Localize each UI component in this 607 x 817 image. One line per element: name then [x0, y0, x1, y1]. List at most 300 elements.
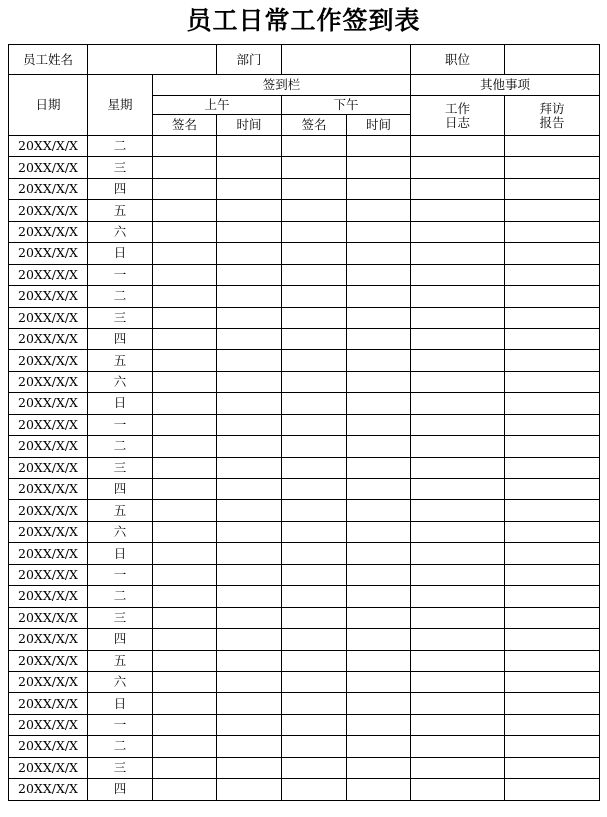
afternoon-sign-cell[interactable] — [282, 500, 347, 521]
morning-sign-cell[interactable] — [153, 757, 217, 778]
afternoon-sign-cell[interactable] — [282, 650, 347, 671]
afternoon-sign-cell[interactable] — [282, 371, 347, 392]
visit-report-cell[interactable] — [505, 714, 600, 735]
visit-report-cell[interactable] — [505, 414, 600, 435]
afternoon-sign-cell[interactable] — [282, 457, 347, 478]
afternoon-time-cell[interactable] — [347, 414, 411, 435]
date-cell: 20XX/X/X — [9, 328, 88, 349]
afternoon-sign-cell[interactable] — [282, 414, 347, 435]
weekday-cell: 一 — [88, 564, 153, 585]
afternoon-time-cell[interactable] — [347, 543, 411, 564]
afternoon-sign-cell[interactable] — [282, 200, 347, 221]
afternoon-sign-cell[interactable] — [282, 286, 347, 307]
visit-report-cell[interactable] — [505, 328, 600, 349]
afternoon-sign-cell[interactable] — [282, 479, 347, 500]
afternoon-sign-cell[interactable] — [282, 586, 347, 607]
morning-time-cell[interactable] — [217, 500, 282, 521]
signin-table — [8, 44, 600, 801]
work-log-cell[interactable] — [411, 629, 505, 650]
work-log-cell[interactable] — [411, 650, 505, 671]
afternoon-time-cell[interactable] — [347, 671, 411, 692]
afternoon-time-cell[interactable] — [347, 564, 411, 585]
morning-sign-cell[interactable] — [153, 328, 217, 349]
date-cell: 20XX/X/X — [9, 586, 88, 607]
afternoon-sign-cell[interactable] — [282, 779, 347, 800]
morning-sign-cell[interactable] — [153, 243, 217, 264]
morning-sign-cell[interactable] — [153, 714, 217, 735]
date-cell: 20XX/X/X — [9, 779, 88, 800]
table-row — [9, 307, 600, 328]
afternoon-sign-cell[interactable] — [282, 757, 347, 778]
work-log-line1: 工作 — [444, 100, 470, 116]
date-cell: 20XX/X/X — [9, 693, 88, 714]
afternoon-sign-cell[interactable] — [282, 307, 347, 328]
weekday-cell: 日 — [88, 393, 153, 414]
afternoon-sign-cell[interactable] — [282, 350, 347, 371]
visit-report-line1: 拜访 — [539, 100, 565, 116]
morning-sign-cell[interactable] — [153, 650, 217, 671]
employee-info-row — [9, 45, 600, 75]
morning-time-cell[interactable] — [217, 457, 282, 478]
visit-report-cell[interactable] — [505, 629, 600, 650]
table-row — [9, 757, 600, 778]
date-cell: 20XX/X/X — [9, 393, 88, 414]
afternoon-time-cell[interactable] — [347, 479, 411, 500]
department-field[interactable] — [282, 45, 411, 75]
afternoon-sign-cell[interactable] — [282, 736, 347, 757]
weekday-cell: 四 — [88, 629, 153, 650]
morning-time-cell[interactable] — [217, 479, 282, 500]
weekday-cell: 三 — [88, 307, 153, 328]
table-row — [9, 650, 600, 671]
morning-time-cell[interactable] — [217, 586, 282, 607]
table-row — [9, 371, 600, 392]
morning-sign-cell[interactable] — [153, 586, 217, 607]
afternoon-sign-cell[interactable] — [282, 328, 347, 349]
work-log-cell[interactable] — [411, 671, 505, 692]
table-row — [9, 693, 600, 714]
afternoon-sign-cell[interactable] — [282, 714, 347, 735]
morning-sign-cell[interactable] — [153, 436, 217, 457]
afternoon-time-cell[interactable] — [347, 779, 411, 800]
table-row — [9, 243, 600, 264]
work-log-cell[interactable] — [411, 736, 505, 757]
weekday-cell: 二 — [88, 736, 153, 757]
afternoon-time-cell[interactable] — [347, 264, 411, 285]
morning-sign-cell[interactable] — [153, 371, 217, 392]
weekday-cell: 一 — [88, 264, 153, 285]
weekday-cell: 三 — [88, 457, 153, 478]
weekday-cell: 五 — [88, 350, 153, 371]
afternoon-time-cell[interactable] — [347, 607, 411, 628]
table-row — [9, 671, 600, 692]
morning-sign-cell[interactable] — [153, 414, 217, 435]
morning-time-cell[interactable] — [217, 307, 282, 328]
weekday-cell: 二 — [88, 436, 153, 457]
work-log-cell[interactable] — [411, 714, 505, 735]
afternoon-sign-cell[interactable] — [282, 178, 347, 199]
afternoon-time-cell[interactable] — [347, 371, 411, 392]
date-cell: 20XX/X/X — [9, 607, 88, 628]
weekday-cell: 三 — [88, 607, 153, 628]
morning-time-cell[interactable] — [217, 178, 282, 199]
weekday-cell: 日 — [88, 243, 153, 264]
visit-report-cell[interactable] — [505, 586, 600, 607]
date-cell: 20XX/X/X — [9, 650, 88, 671]
work-log-cell[interactable] — [411, 307, 505, 328]
afternoon-time-cell[interactable] — [347, 286, 411, 307]
work-log-cell[interactable] — [411, 457, 505, 478]
weekday-cell: 四 — [88, 779, 153, 800]
date-cell: 20XX/X/X — [9, 178, 88, 199]
table-row — [9, 436, 600, 457]
afternoon-sign-cell[interactable] — [282, 543, 347, 564]
morning-sign-cell[interactable] — [153, 629, 217, 650]
table-row — [9, 200, 600, 221]
work-log-cell[interactable] — [411, 607, 505, 628]
afternoon-time-cell[interactable] — [347, 521, 411, 542]
table-row — [9, 607, 600, 628]
morning-sign-cell[interactable] — [153, 479, 217, 500]
weekday-cell: 三 — [88, 757, 153, 778]
signin-section-header: 签到栏 — [153, 75, 411, 96]
work-log-cell[interactable] — [411, 693, 505, 714]
date-cell: 20XX/X/X — [9, 371, 88, 392]
work-log-cell[interactable] — [411, 521, 505, 542]
date-cell: 20XX/X/X — [9, 757, 88, 778]
table-row — [9, 393, 600, 414]
morning-time-cell[interactable] — [217, 393, 282, 414]
morning-sign-cell[interactable] — [153, 178, 217, 199]
afternoon-time-cell[interactable] — [347, 586, 411, 607]
table-row — [9, 543, 600, 564]
afternoon-time-cell[interactable] — [347, 328, 411, 349]
table-row — [9, 714, 600, 735]
visit-report-line2: 报告 — [539, 114, 565, 130]
date-cell: 20XX/X/X — [9, 500, 88, 521]
afternoon-sign-cell[interactable] — [282, 629, 347, 650]
weekday-cell: 五 — [88, 650, 153, 671]
afternoon-sign-cell[interactable] — [282, 436, 347, 457]
date-cell: 20XX/X/X — [9, 521, 88, 542]
visit-report-cell[interactable] — [505, 178, 600, 199]
morning-sign-cell[interactable] — [153, 286, 217, 307]
table-row — [9, 586, 600, 607]
date-cell: 20XX/X/X — [9, 243, 88, 264]
table-row — [9, 736, 600, 757]
afternoon-sign-cell[interactable] — [282, 157, 347, 178]
date-cell: 20XX/X/X — [9, 714, 88, 735]
weekday-cell: 四 — [88, 328, 153, 349]
afternoon-sign-cell[interactable] — [282, 393, 347, 414]
name-field[interactable] — [88, 45, 217, 75]
weekday-cell: 一 — [88, 714, 153, 735]
morning-time-header: 时间 — [217, 115, 282, 136]
morning-sign-header: 签名 — [153, 115, 217, 136]
table-row — [9, 457, 600, 478]
morning-time-cell[interactable] — [217, 521, 282, 542]
table-row — [9, 221, 600, 242]
morning-time-cell[interactable] — [217, 629, 282, 650]
work-log-cell[interactable] — [411, 543, 505, 564]
table-row — [9, 500, 600, 521]
work-log-cell[interactable] — [411, 221, 505, 242]
visit-report-cell[interactable] — [505, 436, 600, 457]
date-cell: 20XX/X/X — [9, 671, 88, 692]
morning-time-cell[interactable] — [217, 693, 282, 714]
table-row — [9, 629, 600, 650]
afternoon-time-cell[interactable] — [347, 693, 411, 714]
afternoon-time-header: 时间 — [347, 115, 411, 136]
visit-report-cell[interactable] — [505, 243, 600, 264]
table-row — [9, 286, 600, 307]
morning-sign-cell[interactable] — [153, 736, 217, 757]
afternoon-sign-cell[interactable] — [282, 136, 347, 157]
morning-time-cell[interactable] — [217, 736, 282, 757]
morning-time-cell[interactable] — [217, 650, 282, 671]
weekday-cell: 五 — [88, 200, 153, 221]
work-log-cell[interactable] — [411, 479, 505, 500]
visit-report-cell[interactable] — [505, 393, 600, 414]
work-log-cell[interactable] — [411, 564, 505, 585]
date-cell: 20XX/X/X — [9, 350, 88, 371]
afternoon-time-cell[interactable] — [347, 243, 411, 264]
afternoon-time-cell[interactable] — [347, 200, 411, 221]
morning-time-cell[interactable] — [217, 264, 282, 285]
date-cell: 20XX/X/X — [9, 479, 88, 500]
visit-report-cell[interactable] — [505, 264, 600, 285]
visit-report-cell[interactable] — [505, 350, 600, 371]
afternoon-sign-cell[interactable] — [282, 693, 347, 714]
date-cell: 20XX/X/X — [9, 307, 88, 328]
date-cell: 20XX/X/X — [9, 629, 88, 650]
morning-time-cell[interactable] — [217, 414, 282, 435]
table-row — [9, 779, 600, 800]
visit-report-cell[interactable] — [505, 157, 600, 178]
table-row — [9, 178, 600, 199]
afternoon-time-cell[interactable] — [347, 757, 411, 778]
afternoon-time-cell[interactable] — [347, 629, 411, 650]
visit-report-cell[interactable] — [505, 564, 600, 585]
weekday-cell: 三 — [88, 157, 153, 178]
work-log-cell[interactable] — [411, 586, 505, 607]
table-row — [9, 136, 600, 157]
name-label: 员工姓名 — [9, 45, 88, 75]
afternoon-sign-cell[interactable] — [282, 564, 347, 585]
work-log-cell[interactable] — [411, 500, 505, 521]
work-log-cell[interactable] — [411, 393, 505, 414]
date-cell: 20XX/X/X — [9, 736, 88, 757]
morning-sign-cell[interactable] — [153, 136, 217, 157]
morning-time-cell[interactable] — [217, 243, 282, 264]
morning-time-cell[interactable] — [217, 286, 282, 307]
morning-sign-cell[interactable] — [153, 157, 217, 178]
visit-report-cell[interactable] — [505, 779, 600, 800]
header-row-1 — [9, 75, 600, 96]
visit-report-cell[interactable] — [505, 479, 600, 500]
date-cell: 20XX/X/X — [9, 136, 88, 157]
weekday-cell: 四 — [88, 178, 153, 199]
weekday-cell: 四 — [88, 479, 153, 500]
visit-report-cell[interactable] — [505, 286, 600, 307]
work-log-cell[interactable] — [411, 136, 505, 157]
visit-report-cell[interactable] — [505, 521, 600, 542]
afternoon-header: 下午 — [282, 96, 411, 115]
morning-time-cell[interactable] — [217, 757, 282, 778]
table-row — [9, 350, 600, 371]
work-log-cell[interactable] — [411, 200, 505, 221]
date-cell: 20XX/X/X — [9, 286, 88, 307]
table-row — [9, 414, 600, 435]
visit-report-cell[interactable] — [505, 671, 600, 692]
afternoon-time-cell[interactable] — [347, 736, 411, 757]
position-field[interactable] — [505, 45, 600, 75]
table-row — [9, 157, 600, 178]
work-log-cell[interactable] — [411, 178, 505, 199]
visit-report-cell[interactable] — [505, 736, 600, 757]
date-cell: 20XX/X/X — [9, 264, 88, 285]
afternoon-time-cell[interactable] — [347, 393, 411, 414]
morning-time-cell[interactable] — [217, 200, 282, 221]
morning-time-cell[interactable] — [217, 779, 282, 800]
weekday-cell: 二 — [88, 286, 153, 307]
page-title: 员工日常工作签到表 — [186, 6, 421, 35]
visit-report-cell[interactable] — [505, 200, 600, 221]
afternoon-sign-cell[interactable] — [282, 671, 347, 692]
work-log-cell[interactable] — [411, 414, 505, 435]
morning-sign-cell[interactable] — [153, 521, 217, 542]
morning-time-cell[interactable] — [217, 671, 282, 692]
visit-report-cell[interactable] — [505, 693, 600, 714]
date-header: 日期 — [9, 75, 88, 136]
work-log-cell[interactable] — [411, 328, 505, 349]
table-row — [9, 521, 600, 542]
weekday-cell: 六 — [88, 521, 153, 542]
date-cell: 20XX/X/X — [9, 543, 88, 564]
visit-report-cell[interactable] — [505, 136, 600, 157]
morning-sign-cell[interactable] — [153, 221, 217, 242]
date-cell: 20XX/X/X — [9, 157, 88, 178]
morning-time-cell[interactable] — [217, 350, 282, 371]
table-row — [9, 264, 600, 285]
morning-sign-cell[interactable] — [153, 200, 217, 221]
date-cell: 20XX/X/X — [9, 436, 88, 457]
weekday-cell: 日 — [88, 543, 153, 564]
afternoon-time-cell[interactable] — [347, 221, 411, 242]
morning-time-cell[interactable] — [217, 607, 282, 628]
work-log-cell[interactable] — [411, 757, 505, 778]
visit-report-cell[interactable] — [505, 500, 600, 521]
work-log-cell[interactable] — [411, 264, 505, 285]
table-row — [9, 564, 600, 585]
table-row — [9, 328, 600, 349]
afternoon-sign-header: 签名 — [282, 115, 347, 136]
afternoon-time-cell[interactable] — [347, 714, 411, 735]
afternoon-time-cell[interactable] — [347, 650, 411, 671]
morning-time-cell[interactable] — [217, 136, 282, 157]
afternoon-time-cell[interactable] — [347, 136, 411, 157]
position-label: 职位 — [411, 45, 505, 75]
morning-sign-cell[interactable] — [153, 671, 217, 692]
morning-time-cell[interactable] — [217, 714, 282, 735]
morning-time-cell[interactable] — [217, 543, 282, 564]
morning-time-cell[interactable] — [217, 564, 282, 585]
table-row — [9, 479, 600, 500]
work-log-cell[interactable] — [411, 350, 505, 371]
morning-time-cell[interactable] — [217, 371, 282, 392]
morning-sign-cell[interactable] — [153, 350, 217, 371]
morning-sign-cell[interactable] — [153, 307, 217, 328]
visit-report-cell[interactable] — [505, 221, 600, 242]
department-label: 部门 — [217, 45, 282, 75]
weekday-cell: 日 — [88, 693, 153, 714]
afternoon-sign-cell[interactable] — [282, 521, 347, 542]
work-log-cell[interactable] — [411, 436, 505, 457]
morning-sign-cell[interactable] — [153, 264, 217, 285]
afternoon-time-cell[interactable] — [347, 457, 411, 478]
afternoon-time-cell[interactable] — [347, 350, 411, 371]
morning-sign-cell[interactable] — [153, 564, 217, 585]
weekday-cell: 六 — [88, 221, 153, 242]
afternoon-sign-cell[interactable] — [282, 607, 347, 628]
date-cell: 20XX/X/X — [9, 221, 88, 242]
weekday-header: 星期 — [88, 75, 153, 136]
morning-sign-cell[interactable] — [153, 393, 217, 414]
afternoon-sign-cell[interactable] — [282, 221, 347, 242]
afternoon-sign-cell[interactable] — [282, 243, 347, 264]
visit-report-header — [505, 96, 600, 136]
visit-report-cell[interactable] — [505, 543, 600, 564]
afternoon-time-cell[interactable] — [347, 307, 411, 328]
date-cell: 20XX/X/X — [9, 457, 88, 478]
work-log-cell[interactable] — [411, 371, 505, 392]
visit-report-cell[interactable] — [505, 757, 600, 778]
morning-time-cell[interactable] — [217, 221, 282, 242]
weekday-cell: 五 — [88, 500, 153, 521]
afternoon-time-cell[interactable] — [347, 500, 411, 521]
morning-time-cell[interactable] — [217, 157, 282, 178]
morning-sign-cell[interactable] — [153, 500, 217, 521]
visit-report-cell[interactable] — [505, 307, 600, 328]
weekday-cell: 一 — [88, 414, 153, 435]
date-cell: 20XX/X/X — [9, 200, 88, 221]
work-log-cell[interactable] — [411, 157, 505, 178]
weekday-cell: 二 — [88, 586, 153, 607]
morning-header: 上午 — [153, 96, 282, 115]
morning-time-cell[interactable] — [217, 436, 282, 457]
work-log-cell[interactable] — [411, 286, 505, 307]
afternoon-time-cell[interactable] — [347, 436, 411, 457]
visit-report-cell[interactable] — [505, 650, 600, 671]
visit-report-cell[interactable] — [505, 457, 600, 478]
date-cell: 20XX/X/X — [9, 414, 88, 435]
work-log-cell[interactable] — [411, 779, 505, 800]
morning-sign-cell[interactable] — [153, 693, 217, 714]
morning-time-cell[interactable] — [217, 328, 282, 349]
morning-sign-cell[interactable] — [153, 607, 217, 628]
work-log-cell[interactable] — [411, 243, 505, 264]
work-log-line2: 日志 — [444, 114, 470, 130]
visit-report-cell[interactable] — [505, 371, 600, 392]
work-log-header — [411, 96, 505, 136]
morning-sign-cell[interactable] — [153, 457, 217, 478]
afternoon-time-cell[interactable] — [347, 157, 411, 178]
morning-sign-cell[interactable] — [153, 779, 217, 800]
visit-report-cell[interactable] — [505, 607, 600, 628]
afternoon-time-cell[interactable] — [347, 178, 411, 199]
morning-sign-cell[interactable] — [153, 543, 217, 564]
afternoon-sign-cell[interactable] — [282, 264, 347, 285]
